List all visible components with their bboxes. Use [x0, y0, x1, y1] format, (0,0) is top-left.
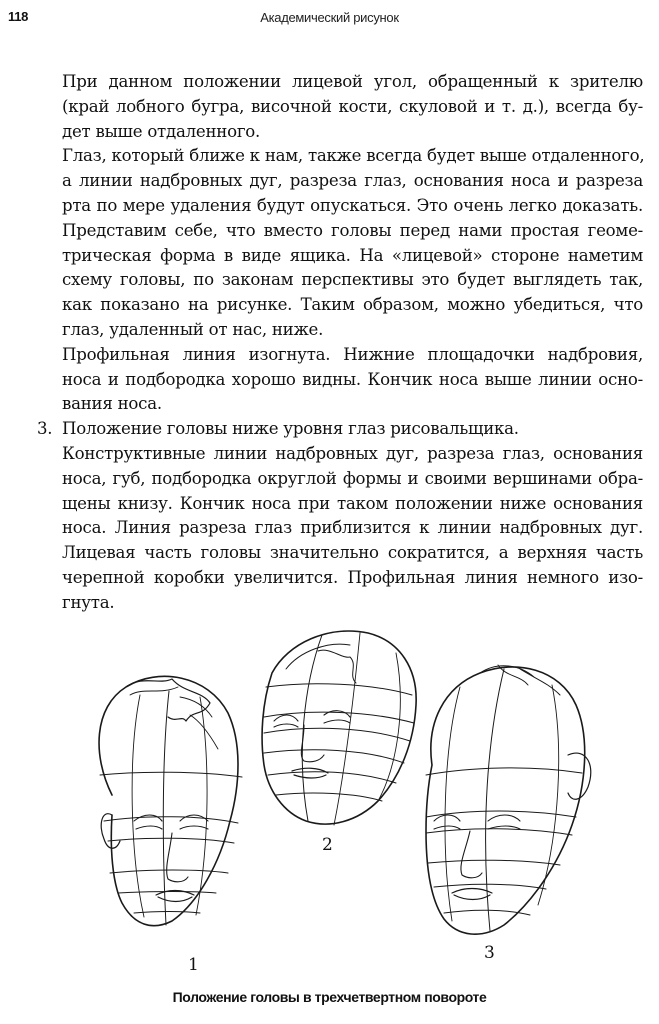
head-three-quarter-sketch-icon	[426, 665, 591, 934]
text-line: (край лобного бугра, височной кости, скуловой и т. д.), всегда бу-	[62, 96, 643, 116]
text-line: Лицевая часть головы значительно сократится, а верхняя часть	[62, 543, 643, 563]
text-line: трическая форма в виде ящика. На «лицевой» стороне наметим	[62, 245, 643, 265]
text-line: рта по мере удаления будут опускаться. Это очень легко доказать.	[62, 195, 643, 215]
text-line: вания носа.	[62, 394, 162, 414]
page-number: 118	[8, 9, 29, 24]
text-line: щены книзу. Кончик носа при таком положении ниже основания	[62, 493, 643, 513]
figure-label-1: 1	[188, 955, 199, 975]
page-header	[0, 0, 659, 34]
text-line: как показано на рисунке. Таким образом, можно убедиться, что	[62, 295, 643, 315]
list-item-label: Положение головы ниже уровня глаз рисовальщика.	[62, 419, 519, 439]
text-line: Профильная линия изогнута. Нижние площадочки надбровия,	[62, 344, 643, 364]
figure-label-2: 2	[322, 835, 333, 855]
text-line: схему головы, по законам перспективы это будет выглядеть так,	[62, 270, 643, 290]
paragraph-4	[62, 442, 643, 616]
text-line: гнута.	[62, 592, 115, 612]
list-item-3	[37, 417, 643, 442]
text-line: Конструктивные линии надбровных дуг, разреза глаз, основания	[62, 443, 643, 463]
head-tilted-sketch-icon	[262, 631, 416, 825]
text-line: носа, губ, подбородка округлой формы и своими вершинами обра-	[62, 468, 643, 488]
head-drawings-figure	[60, 625, 640, 980]
text-line: Глаз, который ближе к нам, также всегда будет выше отдаленного,	[62, 146, 645, 166]
text-line: носа и подбородка хорошо видны. Кончик носа выше линии осно-	[62, 369, 643, 389]
text-line: дет выше отдаленного.	[62, 121, 261, 141]
body-text	[37, 70, 645, 616]
text-line: Представим себе, что вместо головы перед нами простая геоме-	[62, 220, 643, 240]
list-item-text	[37, 417, 643, 442]
paragraph-2	[62, 144, 643, 342]
text-line: При данном положении лицевой угол, обращенный к зрителю	[62, 72, 643, 91]
paragraph-3	[62, 343, 643, 417]
paragraph-1	[62, 70, 643, 144]
text-line: а линии надбровных дуг, разреза глаз, основания носа и разреза	[62, 171, 643, 191]
list-item-marker: 3.	[37, 419, 53, 439]
text-line: носа. Линия разреза глаз приблизится к линии надбровных дуг.	[62, 518, 643, 538]
figure-caption: Положение головы в трехчетвертном повороте	[172, 989, 487, 1005]
figure-label-3: 3	[484, 943, 495, 963]
head-frontal-sketch-icon	[99, 676, 242, 925]
text-line: черепной коробки увеличится. Профильная линия немного изо-	[62, 567, 643, 587]
running-title: Академический рисунок	[260, 10, 399, 25]
text-line: глаз, удаленный от нас, ниже.	[62, 319, 324, 339]
